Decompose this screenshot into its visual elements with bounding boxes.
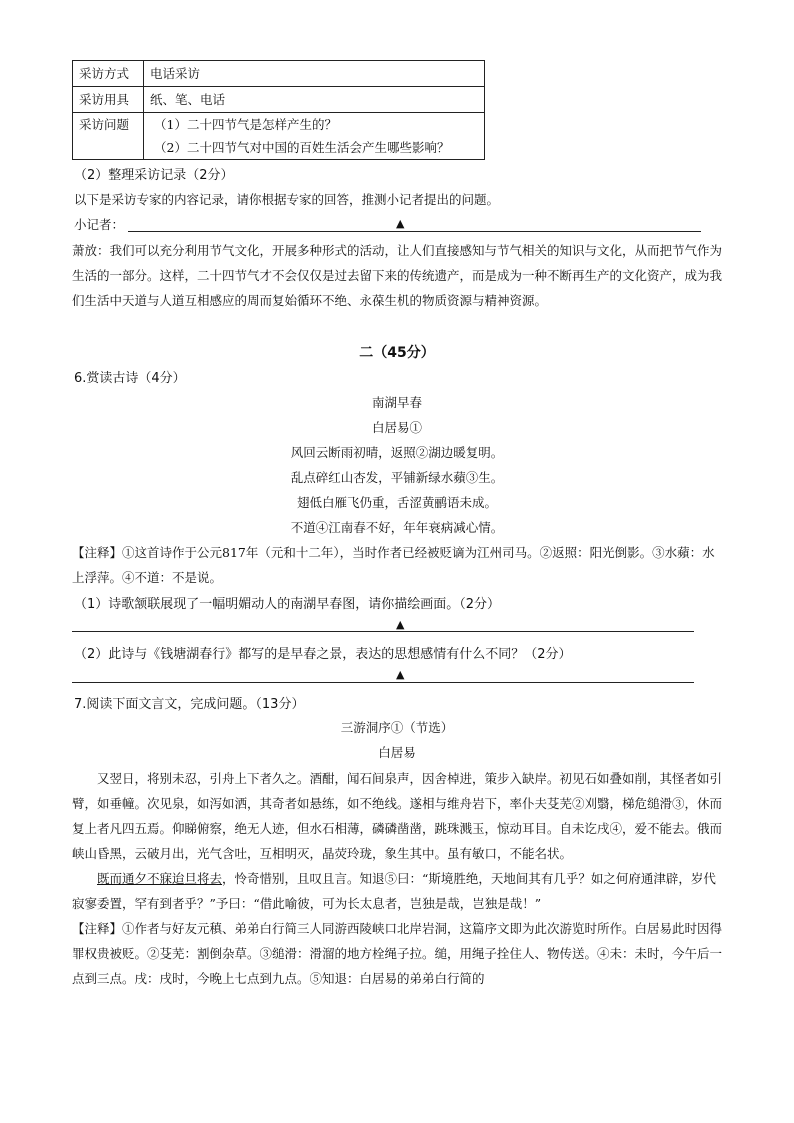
underlined-sentence: 既而通夕不寐迨旦将去 — [97, 871, 223, 886]
expert-text: 萧放：我们可以充分利用节气文化，开展多种形式的活动，让人们直接感知与节气相关的知识与文化，从而把节气作为生活的一部分。这样，二十四节气才不会仅仅是过去留下来的传统遗产，而是成为一种不断再生产的文化资产，成为我们生活中天道与人道互相感应的周而复始循环不绝、永葆生机的物质资源与精神资源。 — [72, 243, 723, 308]
q6-sub2: （2）此诗与《钱塘湖春行》都写的是早春之景，表达的思想感情有什么不同？（2分） — [74, 647, 572, 662]
poem-line: 乱点碎红山杏发，平铺新绿水蘋③生。 — [290, 470, 504, 485]
poem-line: 翅低白雁飞仍重，舌涩黄鹂语未成。 — [296, 495, 497, 510]
text-paragraph-1: 又翌日，将别未忍，引舟上下者久之。酒酣，闻石间泉声，因舍棹进，策步入缺岸。初见石如叠如削，其怪者如引臂，如垂幢。次见泉，如泻如洒，其奇者如悬练，如不绝线。遂相与维舟岩下，率仆夫芟芜②刈翳，梯危缒滑③，休而复上者凡四五焉。仰睇俯察，绝无人迹，但水石相薄，磷磷凿凿，跳珠溅玉，惊动耳目。自未讫戌④，爱不能去。俄而峡山昏黑，云破月出，光气含吐，互相明灭，晶荧玲珑，象生其中。虽有敏口，不能名状。 — [72, 771, 723, 861]
section-title: 二（45分） — [359, 345, 435, 361]
table-questions — [144, 113, 485, 160]
poem-title: 南湖早春 — [371, 395, 422, 410]
q6-note — [72, 540, 722, 590]
text-paragraph-2 — [72, 866, 722, 916]
poem-line: 风回云断雨初晴，返照②湖边暖复明。 — [290, 445, 504, 460]
answer-line[interactable] — [72, 631, 694, 632]
table-value: 电话采访 — [144, 61, 485, 87]
q7-heading: 7.阅读下面文言文，完成问题。（13分） — [74, 697, 305, 712]
q6-sub1: （1）诗歌颔联展现了一幅明媚动人的南湖早春图，请你描绘画面。（2分） — [74, 597, 501, 612]
interview-table — [72, 60, 485, 160]
table-key: 采访问题 — [73, 113, 144, 160]
answer-line[interactable] — [128, 231, 701, 232]
answer-marker: ▲ — [396, 618, 405, 631]
q6-note-text: 【注释】①这首诗作于公元817年（元和十二年），当时作者已经被贬谪为江州司马。②返照：阳光倒影。③水蘋：水上浮萍。④不道：不是说。 — [72, 545, 715, 585]
reporter-label: 小记者： — [74, 217, 125, 232]
table-key: 采访方式 — [73, 61, 144, 87]
q6-heading: 6.赏读古诗（4分） — [74, 371, 186, 386]
text-author: 白居易 — [378, 745, 416, 760]
expert-answer — [72, 238, 722, 313]
text-paragraph-2-rest: ，怜奇惜别，且叹且言。知退⑤曰：“斯境胜绝，天地间其有几乎？如之何府通津辟，岁代寂寥委置，罕有到者乎？”予曰：“借此喻彼，可为长太息者，岂独是哉，岂独是哉！” — [72, 871, 716, 911]
sub2-title: （2）整理采访记录（2分） — [74, 168, 234, 183]
text-title: 三游洞序①（节选） — [340, 720, 454, 735]
question-1: （1）二十四节气是怎样产生的？ — [154, 117, 337, 132]
q7-note: 【注释】①作者与好友元稹、弟弟白行简三人同游西陵峡口北岸岩洞，这篇序文即为此次游览时所作。白居易此时因得罪权贵被贬。②芟芜：割倒杂草。③缒滑：滑溜的地方栓绳子拉。缒，用绳子拴住人、物传送。④未：未时，今午后一点到三点。戌：戌时，今晚上七点到九点。⑤知退：白居易的弟弟白行简的 — [72, 921, 723, 986]
table-row — [73, 87, 485, 113]
classical-text — [72, 766, 722, 991]
table-value: 纸、笔、电话 — [144, 87, 485, 113]
poem-line: 不道④江南春不好，年年衰病减心情。 — [290, 520, 504, 535]
table-row — [73, 61, 485, 87]
sub2-instruction: 以下是采访专家的内容记录，请你根据专家的回答，推测小记者提出的问题。 — [74, 192, 500, 207]
question-2: （2）二十四节气对中国的百姓生活会产生哪些影响？ — [154, 140, 450, 155]
answer-marker: ▲ — [396, 668, 405, 681]
answer-marker: ▲ — [396, 217, 405, 230]
table-key: 采访用具 — [73, 87, 144, 113]
answer-line[interactable] — [72, 682, 694, 683]
table-row — [73, 113, 485, 160]
poem-author: 白居易① — [371, 420, 422, 435]
